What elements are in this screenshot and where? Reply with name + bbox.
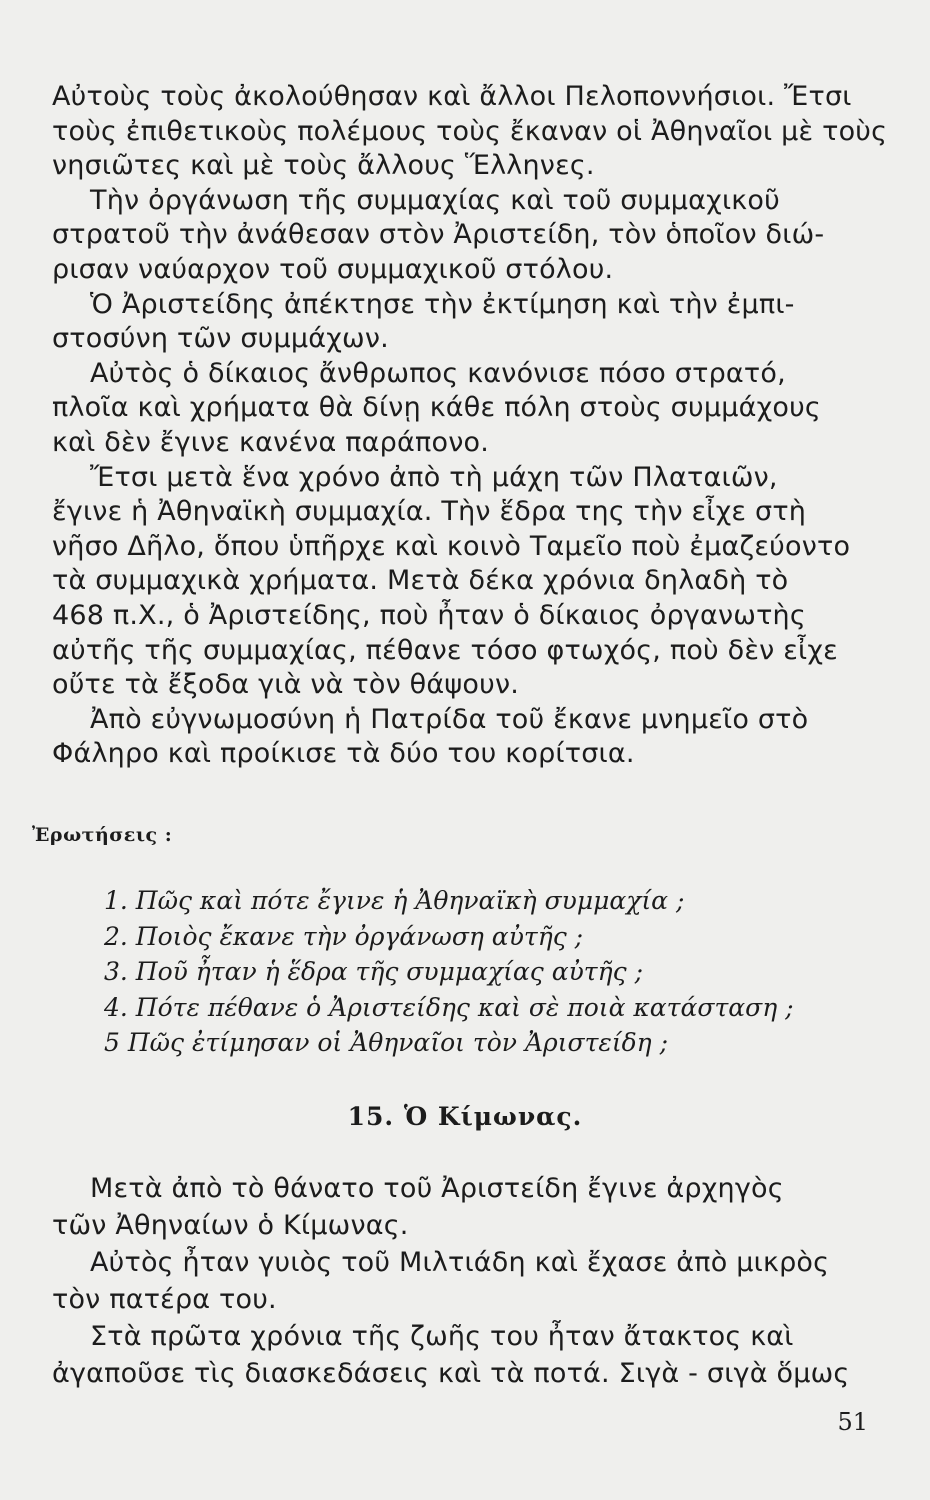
text-line: Τὴν ὀργάνωση τῆς συμμαχίας καὶ τοῦ συμμαχικοῦ — [90, 184, 780, 216]
text-line: Ὁ Ἀριστείδης ἀπέκτησε τὴν ἐκτίμηση καὶ τὴν ἐμπι- — [90, 288, 795, 320]
text-line: τὸν πατέρα του. — [52, 1284, 277, 1315]
text-line: τοὺς ἐπιθετικοὺς πολέμους τοὺς ἔκαναν οἱ Ἀθηναῖοι μὲ τοὺς — [52, 115, 888, 147]
question-item: 4. Πότε πέθανε ὁ Ἀριστείδης καὶ σὲ ποιὰ κατάσταση ; — [104, 992, 794, 1022]
text-line: στρατοῦ τὴν ἀνάθεσαν στὸν Ἀριστείδη, τὸν ὁποῖον διώ- — [52, 219, 825, 251]
text-line: Ἔτσι μετὰ ἕνα χρόνο ἀπὸ τὴ μάχη τῶν Πλαταιῶν, — [90, 461, 778, 493]
chapter-title: 15. Ὁ Κίμωνας. — [347, 1102, 583, 1131]
text-line: Αὐτοὺς τοὺς ἀκολούθησαν καὶ ἄλλοι Πελοποννήσιοι. Ἔτσι — [52, 81, 852, 112]
text-line: Μετὰ ἀπὸ τὸ θάνατο τοῦ Ἀριστείδη ἔγινε ἀρχηγὸς — [90, 1173, 784, 1204]
chapter-text — [52, 1170, 882, 1392]
text-line: Ἀπὸ εὐγνωμοσύνη ἡ Πατρίδα τοῦ ἔκανε μνημεῖο στὸ — [90, 703, 809, 735]
text-line: αὐτῆς τῆς συμμαχίας, πέθανε τόσο φτωχός, ποὺ δὲν εἶχε — [52, 634, 838, 666]
text-line: Αὐτὸς ὁ δίκαιος ἄνθρωπος κανόνισε πόσο στρατό, — [90, 357, 786, 389]
question-item: 2. Ποιὸς ἔκανε τὴν ὀργάνωση αὐτῆς ; — [104, 921, 584, 951]
text-line: Στὰ πρῶτα χρόνια τῆς ζωῆς του ἦταν ἄτακτος καὶ — [90, 1321, 794, 1352]
text-line: οὔτε τὰ ἔξοδα γιὰ νὰ τὸν θάψουν. — [52, 669, 520, 701]
text-line: στοσύνη τῶν συμμάχων. — [52, 323, 389, 355]
text-line: πλοῖα καὶ χρήματα θὰ δίνῃ κάθε πόλη στοὺς συμμάχους — [52, 392, 821, 424]
questions-list — [104, 883, 864, 1061]
text-line: ἀγαποῦσε τὶς διασκεδάσεις καὶ τὰ ποτά. Σιγὰ - σιγὰ ὅμως — [52, 1358, 850, 1389]
text-line: ρισαν ναύαρχον τοῦ συμμαχικοῦ στόλου. — [52, 253, 614, 285]
text-line: Φάληρο καὶ προίκισε τὰ δύο του κορίτσια. — [52, 738, 635, 770]
text-line: ἔγινε ἡ Ἀθηναϊκὴ συμμαχία. Τὴν ἕδρα της τὴν εἶχε στὴ — [52, 496, 807, 528]
text-line: τὰ συμμαχικὰ χρήματα. Μετὰ δέκα χρόνια δηλαδὴ τὸ — [52, 565, 789, 597]
text-line: Αὐτὸς ἦταν γυιὸς τοῦ Μιλτιάδη καὶ ἔχασε ἀπὸ μικρὸς — [90, 1247, 830, 1278]
text-line: νῆσο Δῆλο, ὅπου ὑπῆρχε καὶ κοινὸ Ταμεῖο ποὺ ἐμαζεύοντο — [52, 530, 851, 562]
body-text — [52, 80, 888, 772]
questions-heading: Ἐρωτήσεις : — [32, 824, 173, 846]
page-number: 51 — [837, 1408, 868, 1436]
text-line: νησιῶτες καὶ μὲ τοὺς ἄλλους Ἕλληνες. — [52, 150, 595, 182]
question-item: 3. Ποῦ ἦταν ἡ ἕδρα τῆς συμμαχίας αὐτῆς ; — [104, 957, 643, 986]
question-item: 1. Πῶς καὶ πότε ἔγινε ἡ Ἀθηναϊκὴ συμμαχία ; — [104, 886, 685, 915]
text-line: τῶν Ἀθηναίων ὁ Κίμωνας. — [52, 1210, 409, 1241]
question-item: 5 Πῶς ἐτίμησαν οἱ Ἀθηναῖοι τὸν Ἀριστείδη ; — [104, 1028, 669, 1057]
text-line: καὶ δὲν ἔγινε κανένα παράπονο. — [52, 426, 489, 458]
text-line: 468 π.Χ., ὁ Ἀριστείδης, ποὺ ἦταν ὁ δίκαιος ὀργανωτὴς — [52, 599, 806, 631]
